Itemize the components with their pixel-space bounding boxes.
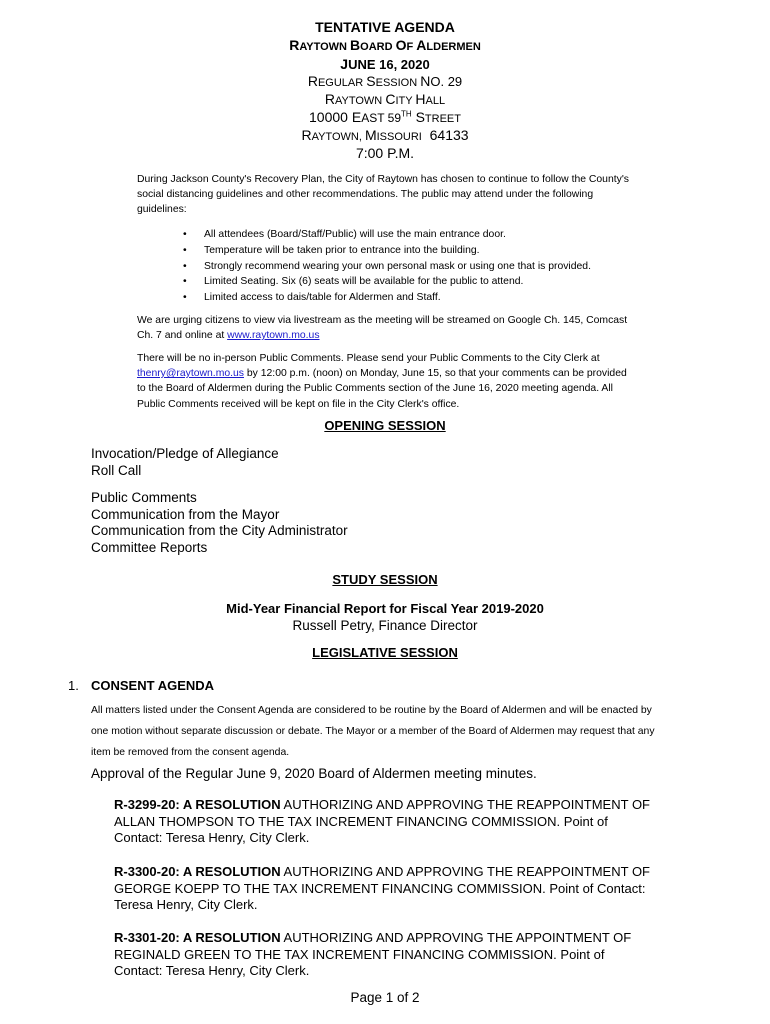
- resolution-text: AUTHORIZING AND APPROVING THE APPOINTMENT OF REGINALD GREEN TO THE TAX INCREMENT FINANCING COMMISSION. Point of Contact: Teresa Henry, City Clerk.: [114, 930, 632, 979]
- resolution-item: [114, 797, 654, 847]
- opening-items-group-1: [91, 446, 279, 479]
- city-clerk-email-link[interactable]: thenry@raytown.mo.us: [137, 368, 244, 380]
- page-number: Page 1 of 2: [350, 990, 420, 1005]
- guideline-item: • Limited access to dais/table for Aldermen and Staff.: [183, 290, 653, 306]
- resolution-text: AUTHORIZING AND APPROVING THE REAPPOINTMENT OF ALLAN THOMPSON TO THE TAX INCREMENT FINANCING COMMISSION. Point of Contact: Teresa Henry, City Clerk.: [114, 797, 650, 846]
- document-title: TENTATIVE AGENDA: [315, 19, 455, 35]
- board-name: RAYTOWN BOARD OF ALDERMEN: [289, 37, 481, 53]
- consent-agenda-number: 1.: [68, 678, 79, 693]
- resolution-text: AUTHORIZING AND APPROVING THE REAPPOINTMENT OF GEORGE KOEPP TO THE TAX INCREMENT FINANCING COMMISSION. Point of Contact: Teresa Henry, City Clerk.: [114, 864, 650, 913]
- livestream-paragraph: We are urging citizens to view via livestream as the meeting will be streamed on Google Ch. 145, Comcast Ch. 7 and online at www.raytown.mo.us: [137, 315, 628, 342]
- guideline-item: • Limited Seating. Six (6) seats will be available for the public to attend.: [183, 274, 653, 290]
- consent-agenda-description: All matters listed under the Consent Agenda are considered to be routine by the Board of Aldermen and will be enacted by one motion without separate discussion or debate. The Mayor or a member of the Board of Aldermen may request that any item be removed from the consent agenda.: [91, 705, 655, 758]
- guideline-item: • Strongly recommend wearing your own personal mask or using one that is provided.: [183, 259, 653, 275]
- minutes-approval-item: Approval of the Regular June 9, 2020 Board of Aldermen meeting minutes.: [91, 766, 537, 781]
- meeting-venue: RAYTOWN CITY HALL: [324, 91, 446, 107]
- public-comments-paragraph: There will be no in-person Public Comments. Please send your Public Comments to the City Clerk at thenry@raytown.mo.us by 12:00 p.m. (noon) on Monday, June 15, so that your comments can be provided to the Board of Aldermen during the Public Comments section of the June 16, 2020 meeting agenda. All Public Comments received will be kept on file in the City Clerk's office.: [137, 353, 627, 410]
- consent-agenda-title: CONSENT AGENDA: [91, 678, 215, 693]
- guideline-item: • All attendees (Board/Staff/Public) will use the main entrance door.: [183, 227, 653, 243]
- meeting-time: 7:00 P.M.: [355, 145, 415, 161]
- agenda-line: Invocation/Pledge of Allegiance: [91, 446, 279, 461]
- report-presenter: Russell Petry, Finance Director: [292, 618, 478, 633]
- guidelines-list: [183, 227, 653, 306]
- resolution-item: [114, 864, 654, 914]
- street-address: 10000 EAST 59TH STREET: [309, 109, 461, 125]
- legislative-session-heading: LEGISLATIVE SESSION: [312, 645, 458, 660]
- agenda-line: Public Comments: [91, 490, 197, 505]
- study-session-heading: STUDY SESSION: [332, 572, 438, 587]
- resolution-id: R-3301-20: A RESOLUTION: [114, 930, 281, 945]
- intro-paragraph: During Jackson County's Recovery Plan, the City of Raytown has chosen to continue to follow the County's social distancing guidelines and other recommendations. The public may attend under the following guidelines:: [137, 174, 630, 216]
- agenda-line: Roll Call: [91, 462, 142, 478]
- agenda-line: Communication from the City Administrator: [91, 523, 348, 538]
- city-state-zip: RAYTOWN, MISSOURI 64133: [301, 127, 469, 143]
- agenda-line: Committee Reports: [91, 539, 208, 555]
- resolution-id: R-3300-20: A RESOLUTION: [114, 864, 281, 879]
- guideline-item: • Temperature will be taken prior to entrance into the building.: [183, 243, 653, 259]
- resolution-id: R-3299-20: A RESOLUTION: [114, 797, 281, 812]
- opening-session-heading: OPENING SESSION: [324, 418, 446, 433]
- meeting-date: JUNE 16, 2020: [340, 56, 430, 72]
- agenda-line: Communication from the Mayor: [91, 506, 280, 522]
- opening-items-group-2: [91, 490, 348, 556]
- session-number: REGULAR SESSION NO. 29: [307, 73, 463, 89]
- raytown-website-link[interactable]: www.raytown.mo.us: [227, 330, 320, 342]
- financial-report-title: Mid-Year Financial Report for Fiscal Year 2019-2020: [226, 601, 544, 616]
- resolution-item: [114, 930, 654, 980]
